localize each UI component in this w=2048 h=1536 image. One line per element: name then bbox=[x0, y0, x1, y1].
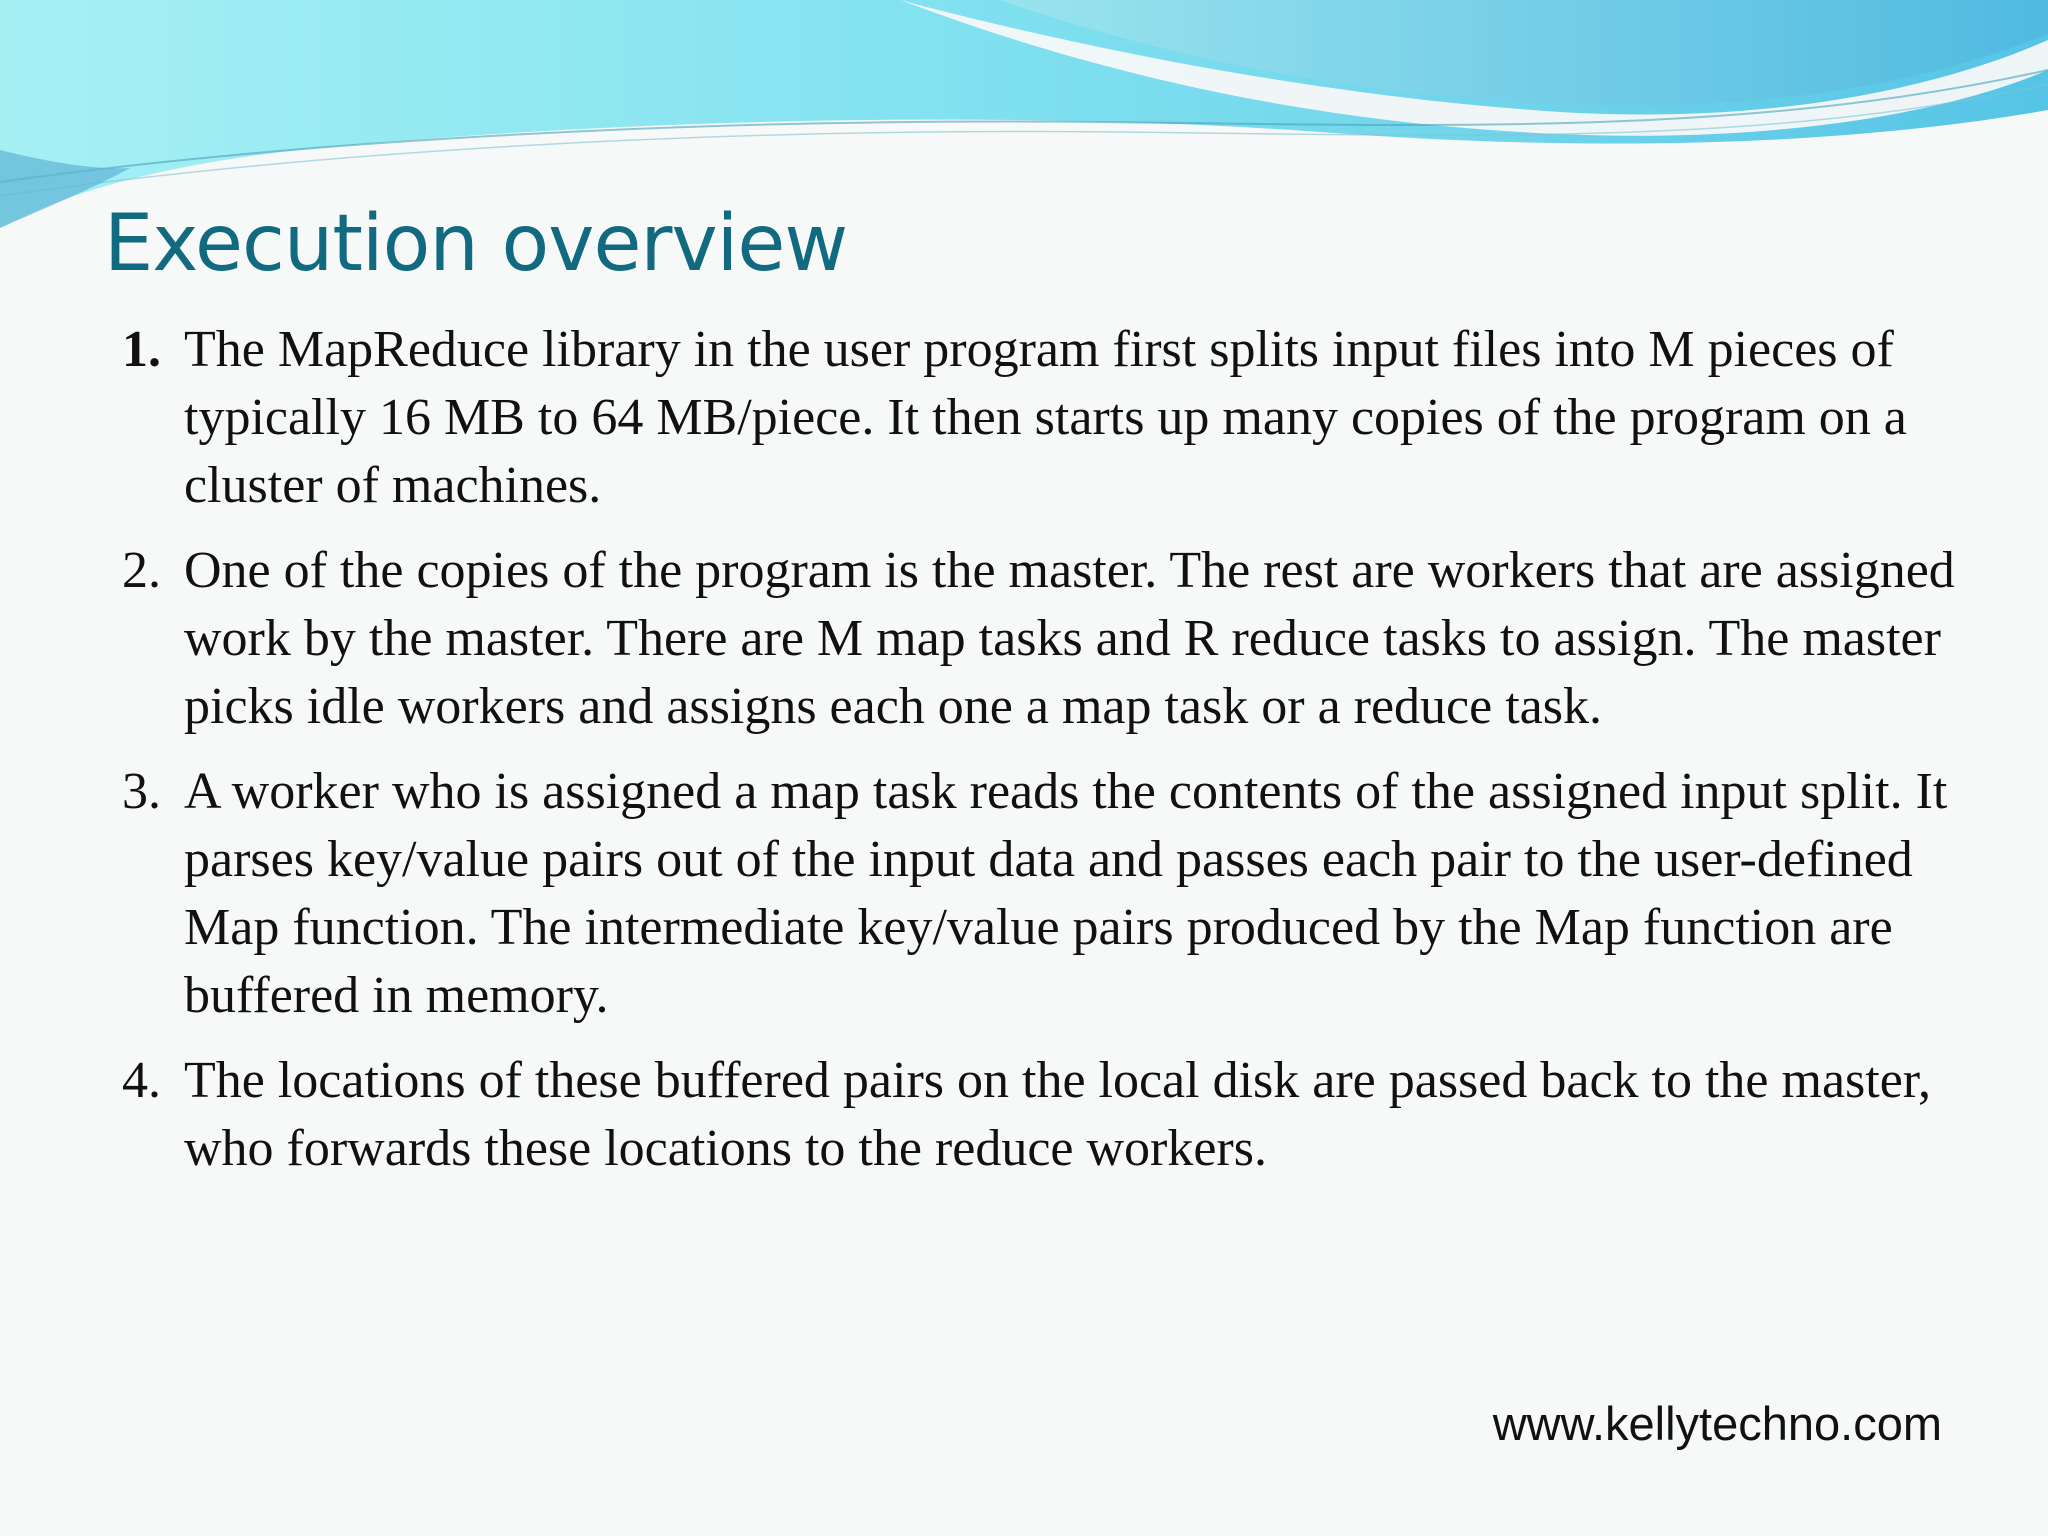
execution-steps-list bbox=[122, 316, 1962, 1200]
list-item-text: The MapReduce library in the user program first splits input files into M pieces of typically 16 MB to 64 MB/piece. It then starts up many copies of the program on a cluster of machines. bbox=[184, 321, 1907, 514]
footer-website-link[interactable]: www.kellytechno.com bbox=[1492, 1397, 1942, 1450]
list-item-number: 3. bbox=[122, 763, 161, 820]
slide-title: Execution overview bbox=[104, 199, 848, 289]
list-item-number: 4. bbox=[122, 1052, 161, 1109]
list-item bbox=[122, 316, 1962, 520]
list-item-text: A worker who is assigned a map task reads the contents of the assigned input split. It parses key/value pairs out of the input data and passes each pair to the user-defined Map function. The intermediate key/value pairs produced by the Map function are buffered in memory. bbox=[184, 763, 1948, 1024]
list-item bbox=[122, 1047, 1962, 1183]
list-item-number: 1. bbox=[122, 321, 161, 378]
list-item-text: One of the copies of the program is the master. The rest are workers that are assigned work by the master. There are M map tasks and R reduce tasks to assign. The master picks idle workers and assigns each one a map task or a reduce task. bbox=[184, 542, 1955, 735]
list-item bbox=[122, 758, 1962, 1030]
list-item-text: The locations of these buffered pairs on the local disk are passed back to the master, who forwards these locations to the reduce workers. bbox=[184, 1052, 1932, 1177]
list-item-number: 2. bbox=[122, 542, 161, 599]
list-item bbox=[122, 537, 1962, 741]
